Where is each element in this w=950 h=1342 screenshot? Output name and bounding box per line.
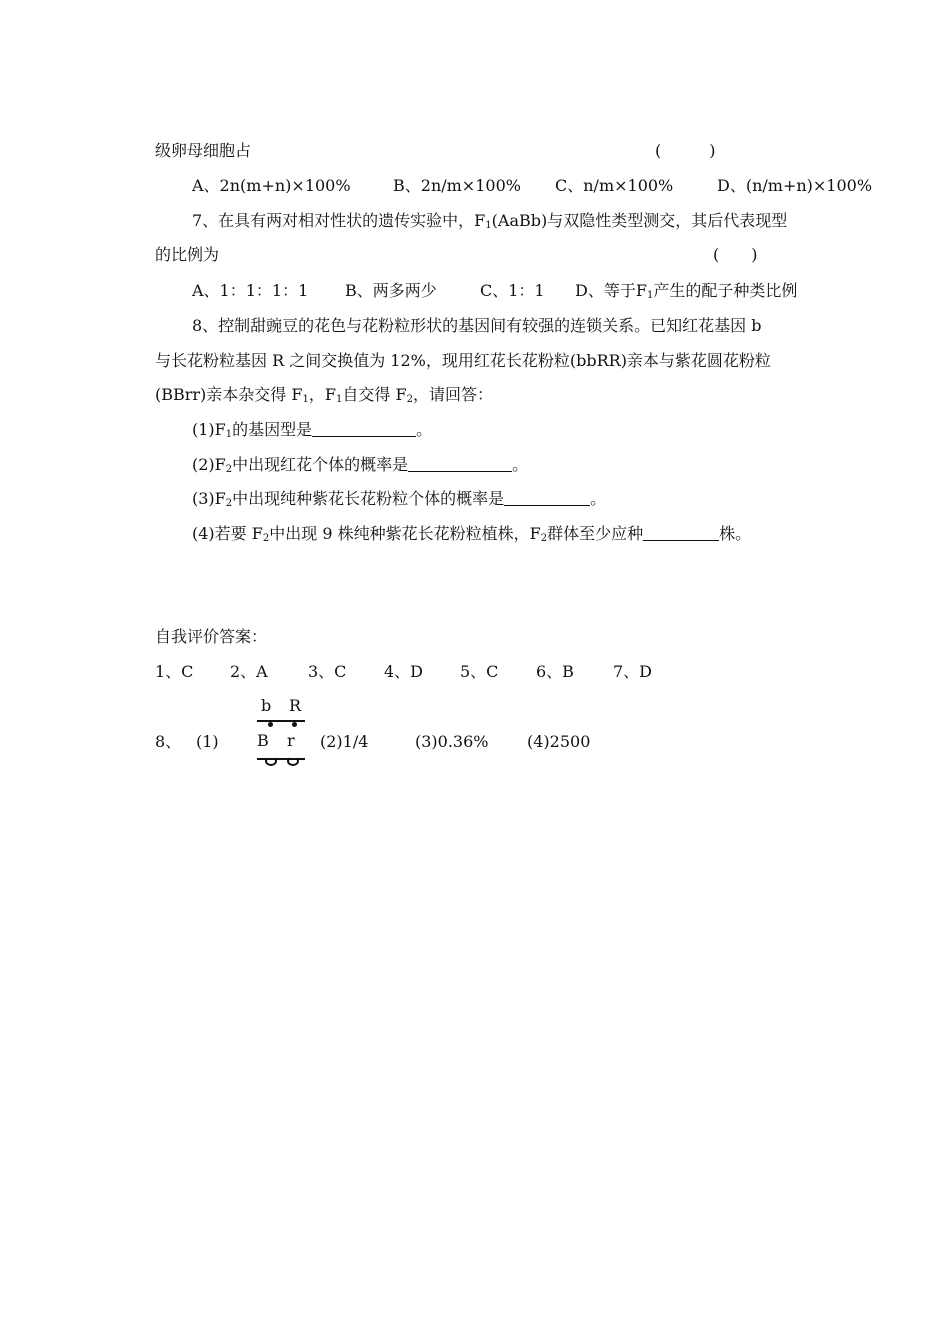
locus-dot-2 [292,722,297,727]
answer-blank-1[interactable] [312,420,416,437]
answer-7: 7、D [613,662,653,681]
locus-dot-1 [268,722,273,727]
locus-mark-2 [287,756,299,766]
answer-5: 5、C [460,662,499,681]
answer-2: 2、A [230,662,268,681]
answer-blank-3[interactable] [504,489,590,506]
locus-mark-1 [265,756,277,766]
q8-line3: (BBrr)亲本杂交得 $F_1$，$F_1$自交得 $F_2$，请回答： [155,385,493,405]
answer-blank-2[interactable] [408,455,512,472]
answer-8-label: 8、 [155,732,182,751]
q8-line1: 8、控制甜豌豆的花色与花粉粒形状的基因间有较强的连锁关系。已知红花基因 b [192,316,762,335]
q7-option-a: A、1：1：1：1 [192,281,309,300]
chromosome-line-top [257,720,305,722]
answer-6: 6、B [536,662,574,681]
answer-8-part3: (3)0.36% [415,732,489,751]
q6-option-c: C、n/m×100% [555,176,674,195]
q8-sub4: (4)若要 $F_2$中出现 9 株纯种紫花长花粉粒植株，$F_2$群体至少应种 株。 [192,524,752,544]
answers-title: 自我评价答案： [155,627,268,646]
answer-8-part1: (1) [196,732,219,751]
q7-line2: 的比例为 [155,245,220,264]
q6-stem-end: 级卵母细胞占 [155,141,252,160]
q8-sub2: $(2)F_2$中出现红花个体的概率是 。 [192,455,529,475]
gene-b: b [261,696,272,715]
q8-sub3: $(3)F_2$中出现纯种紫花长花粉粒个体的概率是 。 [192,489,607,509]
q8-line2: 与长花粉粒基因 R 之间交换值为 12%，现用红花长花粉粒(bbRR)亲本与紫花圆花粉粒 [155,351,771,370]
q7-line1: 7、在具有两对相对性状的遗传实验中，$F_1(AaBb)$与双隐性类型测交，其后代表现型 [192,211,788,231]
answer-blank-4[interactable] [643,524,719,541]
q6-option-b: B、2n/m×100% [393,176,521,195]
q6-answer-paren: ( ) [655,141,716,160]
q6-option-d: D、(n/m+n)×100% [717,176,873,195]
q7-option-d: D、等于$F_1$产生的配子种类比例 [575,281,798,301]
answer-4: 4、D [384,662,424,681]
answer-3: 3、C [308,662,347,681]
q7-answer-paren: ( ) [713,245,758,264]
q6-option-a: A、2n(m+n)×100% [192,176,351,195]
q7-option-c: C、1：1 [480,281,545,300]
gene-B: B [257,731,269,750]
gene-R: R [289,696,302,715]
q7-option-b: B、两多两少 [345,281,437,300]
answer-8-part4: (4)2500 [527,732,591,751]
gene-r: r [287,731,295,750]
answer-1: 1、C [155,662,194,681]
answer-8-part2: (2)1/4 [320,732,369,751]
q8-sub1: $(1)F_1$的基因型是 。 [192,420,433,440]
